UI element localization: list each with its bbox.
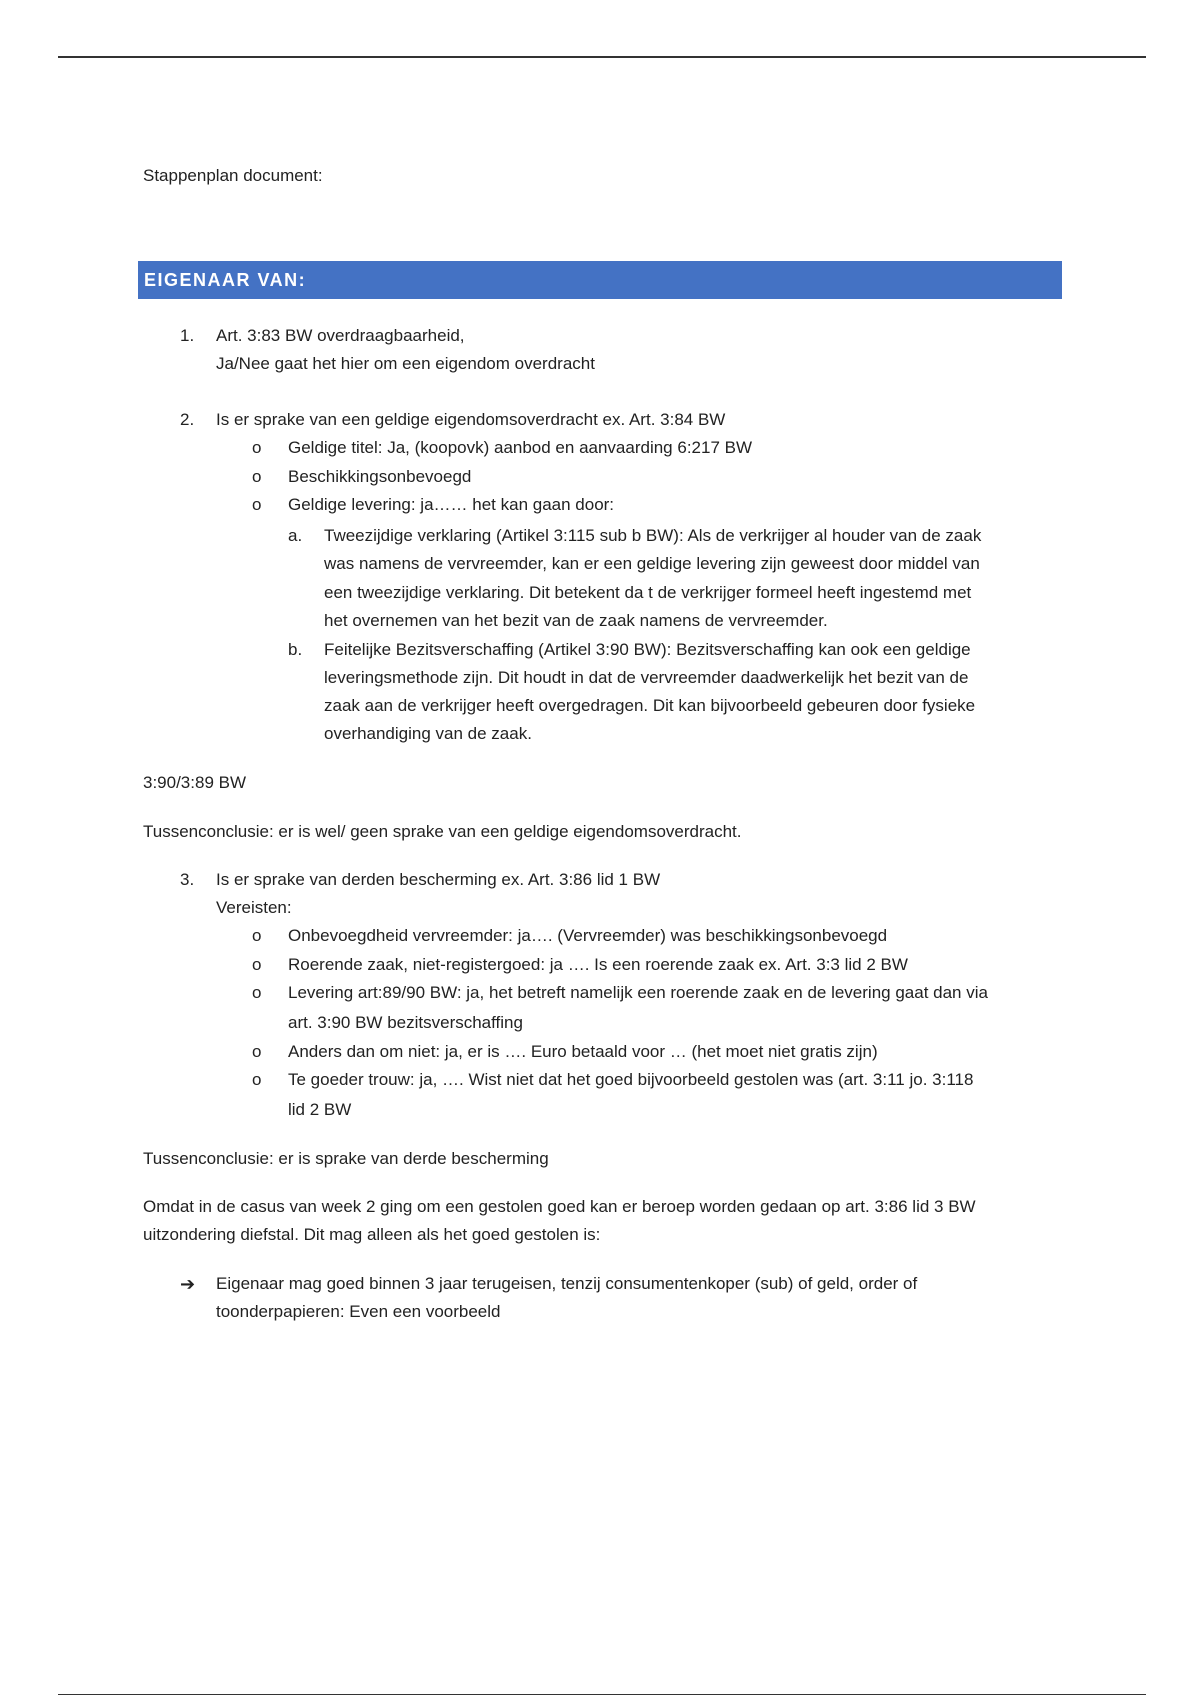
paragraph-line-2: uitzondering diefstal. Dit mag alleen als het goed gestolen is: [143,1225,601,1244]
document-title: Stappenplan document: [143,166,323,185]
bullet-marker: o [252,955,262,974]
sub-b-line-2: leveringsmethode zijn. Dit houdt in dat de vervreemder daadwerkelijk het bezit van de [324,668,969,687]
step-2-bullet-2: Beschikkingsonbevoegd [288,467,472,486]
arrow-item-line-1: Eigenaar mag goed binnen 3 jaar terugeisen, tenzij consumentenkoper (sub) of geld, order of [216,1274,918,1293]
sub-b-marker: b. [288,640,303,659]
sub-a-line-4: het overnemen van het bezit van de zaak namens de vervreemder. [324,611,828,630]
step-3-bullet-3-line-2: art. 3:90 BW bezitsverschaffing [288,1013,523,1032]
step-3-line-2: Vereisten: [216,898,292,917]
section-heading: EIGENAAR VAN: [144,270,307,290]
sub-b-line-3: zaak aan de verkrijger heeft overgedragen. Dit kan bijvoorbeeld gebeuren door fysieke [324,696,976,715]
step-1-number: 1. [180,326,195,345]
step-3-bullet-4: Anders dan om niet: ja, er is …. Euro betaald voor … (het moet niet gratis zijn) [288,1042,878,1061]
sub-a-line-1: Tweezijdige verklaring (Artikel 3:115 sub b BW): Als de verkrijger al houder van de zaak [324,526,982,545]
step-2-bullet-1: Geldige titel: Ja, (koopovk) aanbod en aanvaarding 6:217 BW [288,438,753,457]
sub-b-line-4: overhandiging van de zaak. [324,724,532,743]
arrow-item-line-2: toonderpapieren: Even een voorbeeld [216,1302,501,1321]
bullet-marker: o [252,467,262,486]
step-1-line-2: Ja/Nee gaat het hier om een eigendom overdracht [216,354,595,373]
step-3-bullet-5-line-1: Te goeder trouw: ja, …. Wist niet dat het goed bijvoorbeeld gestolen was (art. 3:11 jo. 3:118 [288,1070,974,1089]
step-2-bullet-3: Geldige levering: ja…… het kan gaan door: [288,495,615,514]
step-3-number: 3. [180,870,195,889]
bullet-marker: o [252,1070,262,1089]
bullet-marker: o [252,926,262,945]
sub-a-line-3: een tweezijdige verklaring. Dit betekent da t de verkrijger formeel heeft ingestemd met [324,583,972,602]
reference-text: 3:90/3:89 BW [143,773,247,792]
step-1-line-1: Art. 3:83 BW overdraagbaarheid, [216,326,465,345]
bullet-marker: o [252,495,262,514]
step-2-text: Is er sprake van een geldige eigendomsoverdracht ex. Art. 3:84 BW [216,410,726,429]
sub-a-marker: a. [288,526,303,545]
interim-conclusion-1: Tussenconclusie: er is wel/ geen sprake van een geldige eigendomsoverdracht. [143,822,742,841]
bullet-marker: o [252,438,262,457]
bullet-marker: o [252,1042,262,1061]
step-3-bullet-3-line-1: Levering art:89/90 BW: ja, het betreft namelijk een roerende zaak en de levering gaat dan via [288,983,988,1002]
step-2-number: 2. [180,410,195,429]
sub-a-line-2: was namens de vervreemder, kan er een geldige levering zijn geweest door middel van [324,554,980,573]
step-3-bullet-2: Roerende zaak, niet-registergoed: ja …. Is een roerende zaak ex. Art. 3:3 lid 2 BW [288,955,908,974]
step-3-bullet-5-line-2: lid 2 BW [288,1100,352,1119]
arrow-right-icon: ➔ [180,1274,196,1294]
sub-b-line-1: Feitelijke Bezitsverschaffing (Artikel 3:90 BW): Bezitsverschaffing kan ook een geldige [324,640,971,659]
footer-rule [58,1694,1146,1695]
step-3-line-1: Is er sprake van derden bescherming ex. Art. 3:86 lid 1 BW [216,870,661,889]
bullet-marker: o [252,983,262,1002]
interim-conclusion-2: Tussenconclusie: er is sprake van derde bescherming [143,1149,549,1168]
step-3-bullet-1: Onbevoegdheid vervreemder: ja…. (Vervreemder) was beschikkingsonbevoegd [288,926,888,945]
paragraph-line-1: Omdat in de casus van week 2 ging om een gestolen goed kan er beroep worden gedaan op art. 3:86 lid 3 BW [143,1197,976,1216]
